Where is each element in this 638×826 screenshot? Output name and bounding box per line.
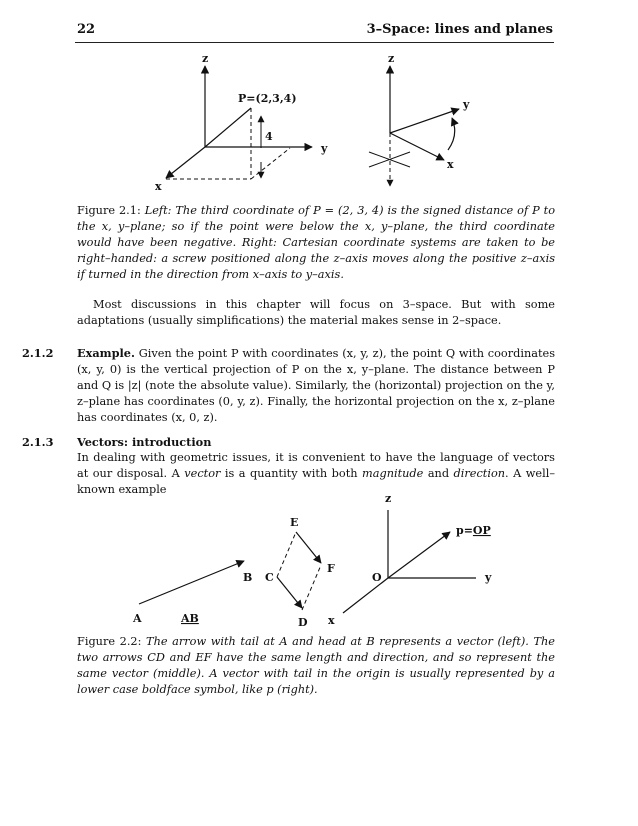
section-2-1-3-number: 2.1.3 [22,435,54,449]
figure-2-1-caption-label: Figure 2.1: [77,204,141,217]
text-part-2: is a quantity with both [220,467,363,480]
left-z-label: z [202,52,209,65]
label-f: F [327,562,335,575]
page-number: 22 [77,22,96,37]
section-2-1-3-heading: Vectors: introduction [77,435,212,449]
label-e: E [290,516,299,529]
right-z-label: z [388,52,395,65]
section-2-1-2-text: Given the point P with coordinates (x, y, z), the point Q with coordinates (x, y, 0) is the vertical projection of P on the x, y–plane. The distance between P and Q is |z| (note the absolute value). Similarly, the (horizontal) projection on the y, z–plane has coordinates (0, y, z). Finally, the horizontal projection on the x, z–plane has coordinates (x, 0, z). [77,347,555,424]
label-p: p= [456,524,473,537]
right-y-axis [390,109,459,133]
figure-2-2 [0,488,638,638]
point-p-label: P=(2,3,4) [238,92,297,105]
section-2-1-2 [22,345,555,426]
right-y-label: y [463,98,470,111]
label-a: A [133,612,142,625]
figure-2-2-caption-text: The arrow with tail at A and head at B represents a vector (left). The two arrows CD and EF have the same length and direction, and so represent the same vector (middle). A vector with tail in the origin is usually represented by a lower case boldface symbol, like p (right). [77,635,555,696]
label-c: C [265,571,274,584]
text-part-4: . A well–known example [77,467,555,496]
fig2-y-label: y [485,571,492,584]
text-part-1: In dealing with geometric issues, it is convenient to have the language of vectors at our disposal. A [77,451,555,480]
label-o: O [372,571,382,584]
height-label: 4 [265,130,273,143]
figure-2-2-caption-label: Figure 2.2: [77,635,142,648]
rotation-arrow [448,118,455,150]
term-direction: direction [453,467,506,480]
dashed-df [302,565,321,610]
left-y-label: y [321,142,328,155]
dashed-ce [277,532,296,577]
section-2-1-2-number: 2.1.2 [22,346,54,360]
label-d: D [298,616,308,629]
right-x-label: x [447,158,454,171]
term-magnitude: magnitude [362,467,424,480]
label-p-equals [456,524,491,537]
fig2-x-label: x [328,614,335,627]
chapter-title: 3–Space: lines and planes [366,22,553,37]
term-vector: vector [184,467,221,480]
fig2-z-label: z [385,492,392,505]
left-axes [155,52,328,193]
section-2-1-2-heading: Example. [77,346,135,360]
left-x-axis [166,147,205,178]
dashed-y-line [251,148,290,179]
line-origin-to-p [205,108,251,147]
right-axes [369,52,470,186]
left-x-label: x [155,180,162,193]
vector-ab [139,561,244,604]
label-op: OP [472,524,491,537]
text-part-3: and [423,467,454,480]
label-b: B [243,571,253,584]
vector-p [388,532,450,578]
label-ab: AB [181,612,199,625]
vector-cd [277,577,302,608]
figure-2-1-caption [77,203,555,283]
figure-2-2-caption [77,634,555,698]
figure-2-1-caption-text: Left: The third coordinate of P = (2, 3, 4) is the signed distance of P to the x, y–plane; so if the point were below the x, y–plane, the third coordinate would have been negative. Right: Cartesian coordinate systems are taken to be right–handed: a screw positioned along the z–axis moves along the positive z–axis if turned in the direction from x–axis to y–axis. [77,204,555,281]
vector-ef [296,532,321,563]
paragraph-intro: Most discussions in this chapter will focus on 3–space. But with some adaptations (usually simplifications) the material makes sense in 2–space. [77,298,555,327]
